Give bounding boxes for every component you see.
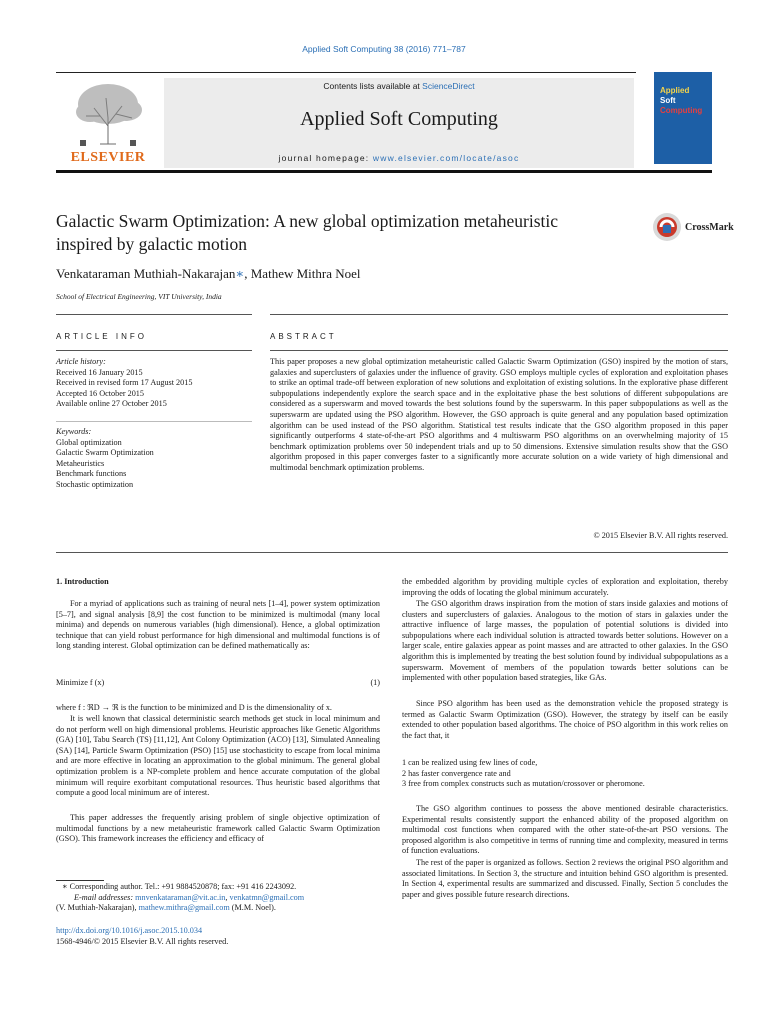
homepage-line [164, 153, 634, 163]
right-paragraph-continued: the embedded algorithm by providing multiple cycles of exploration and exploitation, thereby improving the odds of locating the global minimum accurately. [402, 577, 728, 597]
article-history [56, 357, 252, 410]
homepage-link[interactable]: www.elsevier.com/locate/asoc [372, 153, 520, 163]
history-revised: Received in revised form 17 August 2015 [56, 378, 193, 388]
author-1: Venkataraman Muthiah-Nakarajan [56, 266, 236, 281]
footnote: ∗ Corresponding author. Tel.: +91 9884520878; fax: +91 416 2243092. E-mail addresses: mnvenkataraman@vit.ac.in, venkatmn@gmail.com (V. Muthiah-Nakarajan), mathew.mithra@gmail.com (M.M. Noel). [56, 882, 386, 914]
cover-title [660, 86, 702, 116]
abstract-copyright: © 2015 Elsevier B.V. All rights reserved. [593, 531, 728, 540]
equation-explanation: where f : ℜD → ℜ is the function to be minimized and D is the dimensionality of x. [56, 703, 332, 712]
abstract-rule [270, 350, 728, 351]
abstract-bottom-rule [56, 552, 728, 553]
pso-advantages-list [402, 758, 728, 790]
history-received: Received 16 January 2015 [56, 367, 143, 377]
list-item: 1 can be realized using few lines of code, [402, 758, 538, 767]
author-2: Mathew Mithra Noel [250, 266, 361, 281]
doi-link[interactable]: http://dx.doi.org/10.1016/j.asoc.2015.10.034 [56, 926, 203, 935]
elsevier-wordmark: ELSEVIER [70, 150, 146, 165]
intro-paragraph-2: It is well known that classical deterministic search methods get stuck in local minimum and do not perform well on high dimensional problems. Heuristic approaches like Genetic Algorithms (GA) [10], Tabu Search (TS) [11,12], Ant Colony Optimization (ACO) [13], Simulated Annealing (SA) [14], Particle Swarm Optimization (PSO) [15] use stochasticity to escape from local minima and are more effective in locating an approximation to the global minimum. The general global optimization problem is a NP-complete problem and hence accurate computation of the global minimum will require exorbitant computational resources. Thus heuristic based algorithms that compute a good local minimum are of interest. [56, 714, 380, 798]
section-heading-introduction: 1. Introduction [56, 577, 109, 586]
keyword-5: Stochastic optimization [56, 479, 134, 489]
email-names-2: (M.M. Noel). [231, 903, 276, 913]
crossmark-label: CrossMark [685, 221, 734, 233]
email-link-3[interactable]: mathew.mithra@gmail.com [138, 903, 230, 913]
email-link-1[interactable]: mnvenkataraman@vit.ac.in [135, 892, 226, 902]
right-paragraph-4: The rest of the paper is organized as follows. Section 2 reviews the original PSO algorithm and associated limitations. In Section 3, the structure and intuition behind GSO algorithm is presented. In Section 4, experimental results are summarized and discussed. Finally, Section 5 concludes the paper and gives possible future research directions. [402, 858, 728, 899]
doi-block [56, 926, 386, 947]
keywords-label: Keywords: [56, 427, 92, 436]
issn-line: 1568-4946/© 2015 Elsevier B.V. All rights reserved. [56, 936, 229, 946]
corresponding-author-mark[interactable]: ∗ [235, 266, 245, 281]
keywords-block [56, 427, 252, 491]
footnote-rule [56, 880, 104, 881]
author-separator: , [244, 266, 251, 281]
right-paragraph-1: The GSO algorithm draws inspiration from the motion of stars inside galaxies and motions of clusters and superclusters of galaxies. Analogous to the motion of stars in galaxies under the attractive influence of large masses, the population of potential solutions is divided into subpopulations where each individual solution is attracted towards better solutions. However on a larger scale, entire galaxies appear as point masses and are attracted to other galaxies. In the GSO algorithm this is implemented by treating the best solution found by individual subpopulations as a superswarm. Movement of members of the population towards better solutions can be implemented with other population based strategies, like GAs. [402, 599, 728, 683]
keyword-4: Benchmark functions [56, 469, 127, 479]
contents-prefix: Contents lists available at [323, 81, 423, 91]
keyword-3: Metaheuristics [56, 458, 105, 468]
abstract-text: This paper proposes a new global optimization metaheuristic called Galactic Swarm Optimization (GSO) inspired by the motion of stars, galaxies and superclusters of galaxies under the influence of gravity. GSO employs multiple cycles of exploration and exploitation phases to strike an optimal trade-off between exploration of new solutions and exploitation of existing solutions. In the explorative phase different subpopulations independently explore the search space and in the exploitative phase the best solutions of different subpopulations are considered as a superswarm and moved towards the best solutions found by the superswarm. In this paper subpopulations as well as the superswarm are updated using the PSO algorithm. However, the GSO approach is quite general and any population based optimization algorithm can be used instead of the PSO algorithm. Statistical test results indicate that the GSO algorithm proposed in this paper significantly outperforms 4 state-of-the-art PSO algorithms and 4 multiswarm PSO algorithms on an overwhelming majority of 15 benchmark optimization problems over 50 independent trials and up to 50 dimensions. Extensive simulation results show that the GSO algorithm proposed in this paper converges faster to a significantly more accurate solution on a wide variety of high dimensional and multimodal benchmark optimization problems. [270, 357, 728, 472]
affiliation: School of Electrical Engineering, VIT University, India [56, 292, 222, 301]
intro-paragraph-3: This paper addresses the frequently arising problem of single objective optimization of multimodal functions by a new metaheuristic framework called Galactic Swarm Optimization (GSO). This framework increases the efficiency and efficacy of [56, 813, 380, 844]
abstract-top-rule [270, 314, 728, 315]
cover-line-2: Soft [660, 96, 676, 105]
keyword-2: Galactic Swarm Optimization [56, 448, 154, 458]
history-label: Article history: [56, 357, 106, 366]
sciencedirect-link[interactable]: ScienceDirect [422, 81, 475, 91]
cover-line-3: Computing [660, 106, 703, 115]
keyword-1: Global optimization [56, 437, 122, 447]
journal-title: Applied Soft Computing [300, 108, 498, 130]
list-item: 2 has faster convergence rate and [402, 768, 511, 778]
email-link-2[interactable]: venkatmn@gmail.com [229, 892, 305, 902]
journal-citation[interactable]: Applied Soft Computing 38 (2016) 771–787 [302, 44, 466, 54]
email-label: E-mail addresses: [74, 892, 134, 902]
corresponding-author-note: ∗ Corresponding author. Tel.: +91 9884520878; fax: +91 416 2243092. [62, 882, 297, 891]
right-paragraph-2: Since PSO algorithm has been used as the demonstration vehicle the proposed strategy is termed as Galactic Swarm Optimization (GSO). However, the strategy by itself can be easily extended to other population based algorithms. The choice of PSO algorithm in this work relies on the fact that, it [402, 699, 728, 740]
info-rule [56, 350, 252, 351]
homepage-prefix: journal homepage: [278, 153, 373, 163]
header-rule [56, 72, 636, 73]
crossmark-icon [652, 212, 682, 242]
equation-1 [56, 678, 380, 689]
header-thick-rule [56, 170, 712, 173]
equation-number: (1) [370, 678, 380, 687]
article-info-heading: ARTICLE INFO [56, 332, 147, 341]
list-item: 3 free from complex constructs such as mutation/crossover or pheromone. [402, 779, 645, 789]
contents-line [164, 81, 634, 91]
history-accepted: Accepted 16 October 2015 [56, 388, 144, 398]
info-top-rule [56, 314, 252, 315]
abstract-heading: ABSTRACT [270, 332, 337, 341]
email-names-1: (V. Muthiah-Nakarajan), [56, 903, 137, 913]
article-title: Galactic Swarm Optimization: A new global optimization metaheuristic inspired by galactic motion [56, 211, 559, 254]
history-online: Available online 27 October 2015 [56, 399, 167, 409]
info-mid-rule [56, 421, 252, 422]
intro-paragraph-1: For a myriad of applications such as training of neural nets [1–4], power system optimization [5–7], and signal analysis [8,9] the cost function to be minimized is multimodal (many local minima) and depends on numerous variables (high dimensional). Hence, a global optimization technique that can yield robust performance for high dimensional and multimodal functions is of long standing interest. Global optimization can be defined mathematically as: [56, 599, 380, 651]
right-paragraph-3: The GSO algorithm continues to possess the above mentioned desirable characteristics. Experimental results consistently support the enhanced ability of the proposed algorithm on multimodal cost functions when compared with the other state-of-the-art PSO versions. The proposed algorithm is also competitive in terms of running time and complexity, measured in terms of function evaluations. [402, 804, 728, 856]
crossmark-badge[interactable] [652, 212, 734, 242]
authors-line [56, 266, 361, 282]
equation-text: Minimize f (x) [56, 678, 105, 687]
cover-line-1: Applied [660, 86, 690, 95]
